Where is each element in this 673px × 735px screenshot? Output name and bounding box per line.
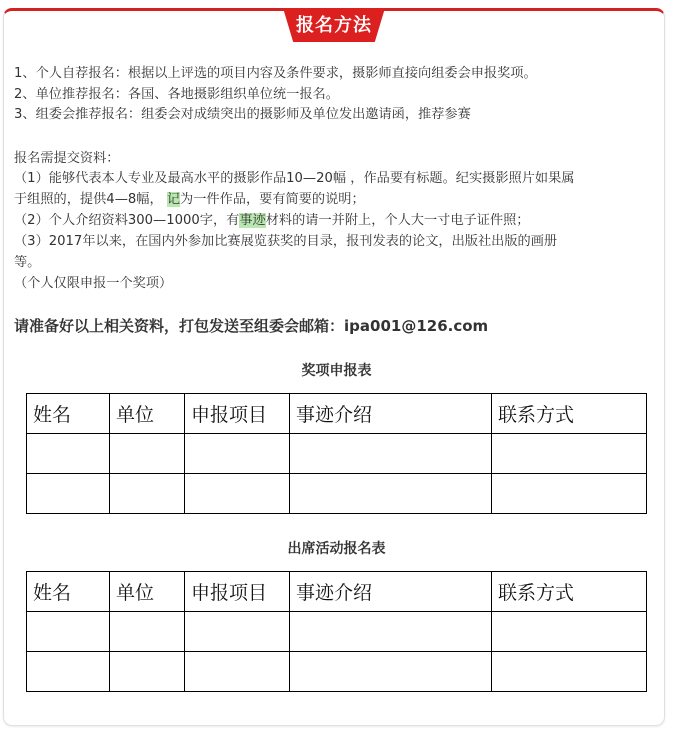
table-cell <box>27 612 110 652</box>
page-title: 报名方法 <box>296 15 372 36</box>
text-segment: 为一件作品，要有简要的说明； <box>180 192 365 207</box>
header-cell: 单位 <box>110 572 185 612</box>
table-row <box>27 652 647 692</box>
table-cell <box>110 434 185 474</box>
table-cell <box>110 612 185 652</box>
table-cell <box>290 612 492 652</box>
header-cell: 联系方式 <box>492 394 647 434</box>
header-cell: 单位 <box>110 394 185 434</box>
header-cell: 姓名 <box>27 572 110 612</box>
text-segment: 于组照的，提供4—8幅， <box>14 192 167 207</box>
table-cell <box>290 652 492 692</box>
table-cell <box>185 612 290 652</box>
award-application-table <box>26 393 647 514</box>
header-cell: 姓名 <box>27 394 110 434</box>
table-cell <box>27 474 110 514</box>
table2-title: 出席活动报名表 <box>287 541 386 557</box>
text-segment: （2）个人介绍资料300—1000字，有 <box>14 213 240 228</box>
table-cell <box>290 474 492 514</box>
table-cell <box>110 652 185 692</box>
material-item-3-line-1: （3）2017年以来，在国内外参加比赛展览获奖的目录，报刊发表的论文，出版社出版的画册 <box>14 234 558 249</box>
table-cell <box>185 434 290 474</box>
material-item-2 <box>14 211 530 231</box>
table-header-row <box>27 394 647 434</box>
table-cell <box>185 474 290 514</box>
material-item-1-line-2 <box>14 190 365 210</box>
highlighted-text: 事迹 <box>239 213 266 228</box>
header-cell: 申报项目 <box>185 394 290 434</box>
table-cell <box>27 652 110 692</box>
header-cell: 事迹介绍 <box>290 572 492 612</box>
table-header-row <box>27 572 647 612</box>
table-cell <box>185 652 290 692</box>
highlighted-text: 记 <box>166 192 181 207</box>
table-cell <box>290 434 492 474</box>
material-item-1-line-1: （1）能够代表本人专业及最高水平的摄影作品10—20幅 ，作品要有标题。纪实摄影照片如果属 <box>14 171 575 186</box>
header-cell: 事迹介绍 <box>290 394 492 434</box>
material-item-3-line-2: 等。 <box>14 255 41 270</box>
text-segment: 材料的请一并附上，个人大一寸电子证件照； <box>265 213 530 228</box>
table-row <box>27 434 647 474</box>
header-cell: 申报项目 <box>185 572 290 612</box>
method-item-1: 1、个人自荐报名：根据以上评选的项目内容及条件要求，摄影师直接向组委会申报奖项。 <box>14 66 537 81</box>
table-cell <box>110 474 185 514</box>
materials-heading: 报名需提交资料： <box>14 151 120 166</box>
email-notice: 请准备好以上相关资料，打包发送至组委会邮箱：ipa001@126.com <box>14 317 489 335</box>
table1-title: 奖项申报表 <box>301 363 372 379</box>
event-registration-table <box>26 571 647 692</box>
table-cell <box>492 652 647 692</box>
table-row <box>27 474 647 514</box>
table-cell <box>492 474 647 514</box>
table-cell <box>492 612 647 652</box>
method-item-2: 2、单位推荐报名：各国、各地摄影组织单位统一报名。 <box>14 87 339 102</box>
header-cell: 联系方式 <box>492 572 647 612</box>
table-cell <box>27 434 110 474</box>
method-item-3: 3、组委会推荐报名：组委会对成绩突出的摄影师及单位发出邀请函，推荐参赛 <box>14 107 471 122</box>
materials-note: （个人仅限申报一个奖项） <box>14 276 173 291</box>
table-cell <box>492 434 647 474</box>
table-row <box>27 612 647 652</box>
